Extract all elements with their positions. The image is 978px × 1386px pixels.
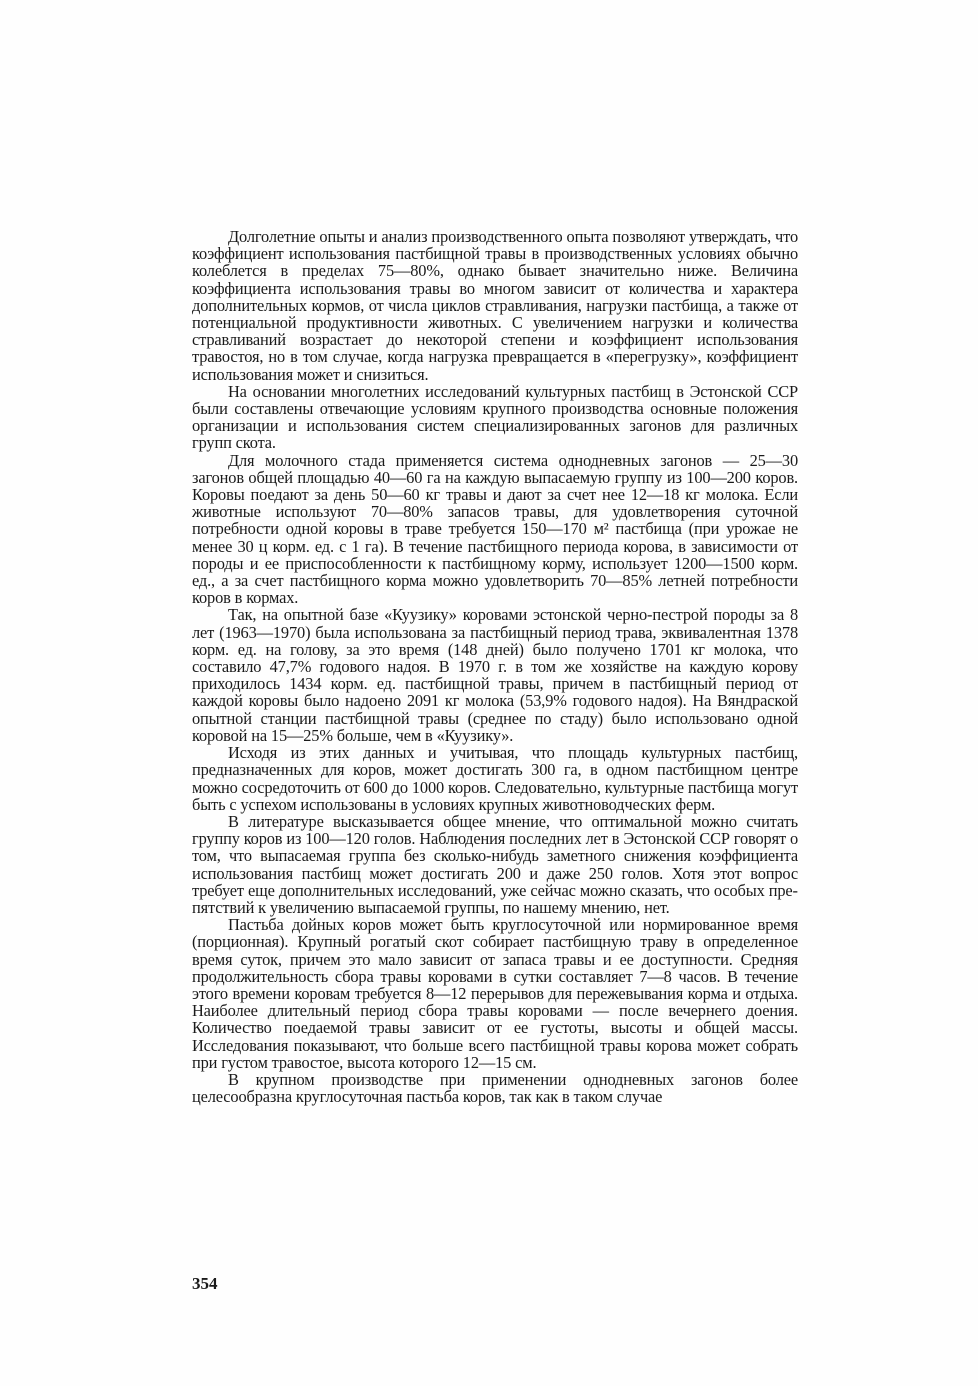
paragraph: На основании многолетних исследований культурных пастбищ в Эстонской ССР были составлены отвечающие условиям крупного производства основные положения организации и использования систем специализированных загонов для различных групп скота. [192,381,798,453]
body-text [192,228,798,1105]
paragraph: Долголетние опыты и анализ производственного опыта позволяют утверждать, что коэффициент использования пастбищной травы в производственных условиях обычно колеблется в пределах 75—80%, однако бывает значительно ниже. Величина коэффициента использования травы во многом зависит от количества и характера дополнительных кормов, от числа циклов стравливания, нагрузки пастбища, а также от потенциальной продуктивности животных. С увеличением нагрузки и количества стравливаний возрастает до некоторой степени и коэффициент использования травостоя, но в том случае, когда нагрузка превращается в «перегрузку», коэффициент использования может и снизиться. [192,227,798,384]
paragraph: В крупном производстве при применении однодневных загонов более целесообразна круглосуточная пастьба коров, так как в таком случае [192,1069,798,1107]
paragraph: Для молочного стада применяется система однодневных загонов — 25—30 загонов общей площадью 40—60 га на каждую выпасаемую группу из 100—200 коров. Коровы поедают за день 50—60 кг травы и дают за счет нее 12—18 кг молока. Если животные используют 70—80% запасов травы, для удовлетворения суточной потребности одной коровы в траве требуется 150—170 м² пастбища (при урожае не менее 30 ц корм. ед. с 1 га). В течение пастбищного периода корова, в зависимости от породы и ее приспособленности к пастбищному корму, использует 1200—1500 корм. ед., а за счет пастбищного корма можно удовлетворить 70—85% летней потребности коров в кормах. [192,450,798,608]
paragraph: Исходя из этих данных и учитывая, что площадь культурных пастбищ, предназначенных для коров, может достигать 300 га, в одном пастбищном центре можно сосредоточить от 600 до 1000 коров. Следовательно, культурные пастбища могут быть с успехом использованы в условиях крупных животноводческих ферм. [192,743,798,814]
page-number: 354 [192,1274,218,1293]
paragraph: Так, на опытной базе «Куузику» коровами эстонской черно-пестрой породы за 8 лет (1963—1970) была использована за пастбищный период трава, эквивалентная 1378 корм. ед. на голову, за это время (148 дней) было получено 1701 кг молока, что составило 47,7% годового надоя. В 1970 г. в том же хозяйстве на каждую корову приходилось 1434 корм. ед. пастбищной травы, причем в пастбищный период от каждой коровы было надоено 2091 кг молока (53,9% годового надоя). На Вяндраской опытной станции пастбищной травы (среднее по стаду) было использовано одной коровой на 15—25% больше, чем в «Куузику». [192,605,798,745]
paragraph: Пастьба дойных коров может быть круглосуточной или нормированное время (порционная). Крупный рогатый скот собирает пастбищную траву в определенное время суток, причем это мало зависит от запаса травы и ее доступности. Средняя продолжительность сбора травы коровами в сутки составляет 7—8 часов. В течение этого времени коровам требуется 8—12 перерывов для пережевывания корма и отдыха. Наиболее длительный период сбора травы коровами — после вечернего доения. Количество поедаемой травы зависит от ее густоты, высоты и общей массы. Исследования показывают, что больше всего пастбищной травы корова может собрать при густом травостое, высота которого 12—15 см. [192,915,798,1072]
paragraph: В литературе высказывается общее мнение, что оптимальной можно считать группу коров из 100—120 голов. Наблюдения последних лет в Эстонской ССР говорят о том, что выпасаемая группа без сколько-нибудь заметного снижения коэффициента использования пастбищ может достигать 200 и даже 250 голов. Хотя этот вопрос требует еще дополнительных исследований, уже сейчас можно сказать, что особых препятствий к увеличению выпасаемой группы, по нашему мнению, нет. [192,811,798,917]
